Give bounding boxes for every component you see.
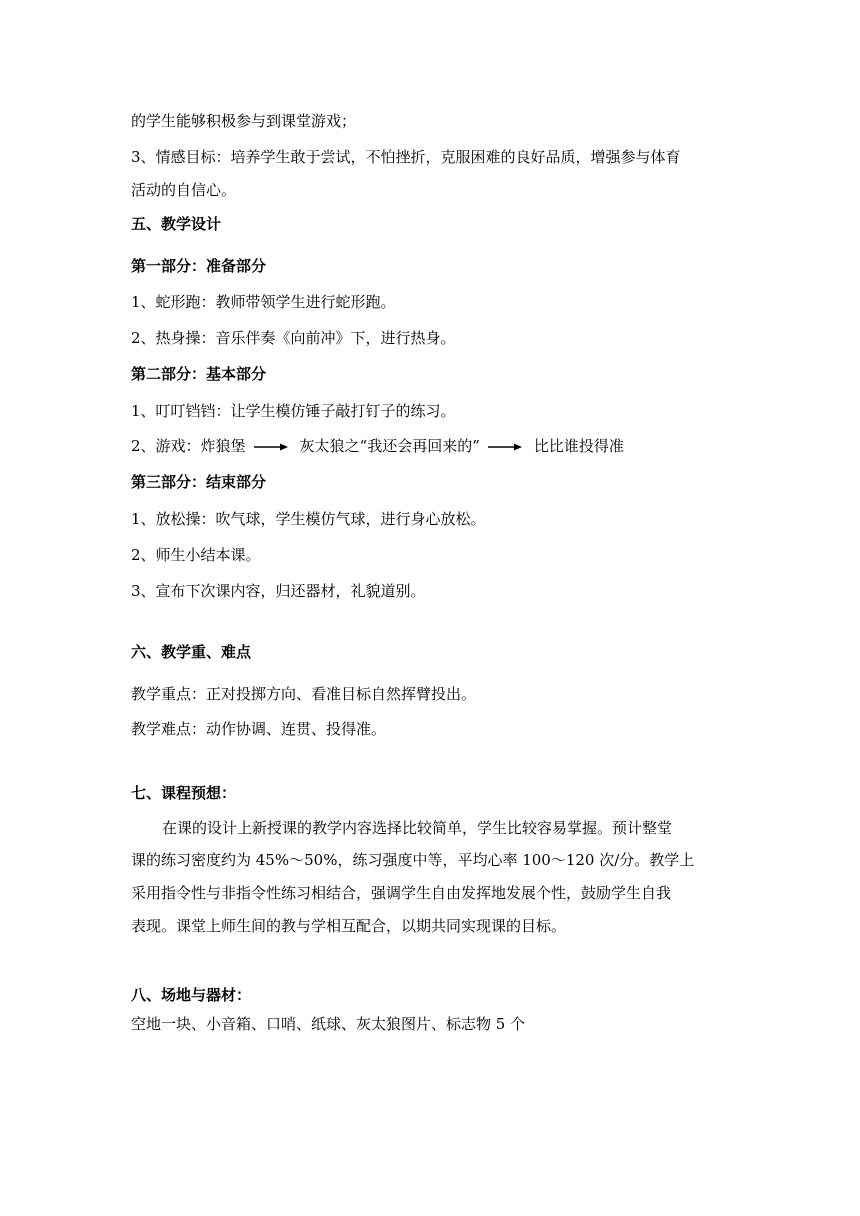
paragraph-line: 在课的设计上新授课的教学内容选择比较简单，学生比较容易掌握。预计整堂: [162, 819, 673, 837]
key-point: 教学重点：正对投掷方向、看准目标自然挥臂投出。: [131, 685, 477, 703]
list-item: 1、叮叮铛铛：让学生模仿锤子敲打钉子的练习。: [131, 402, 456, 420]
list-item: 1、放松操：吹气球，学生模仿气球，进行身心放松。: [131, 510, 486, 528]
text-line: 3、情感目标：培养学生敢于尝试，不怕挫折，克服困难的良好品质，增强参与体育: [131, 148, 681, 166]
game-step-1: 2、游戏：炸狼堡: [131, 437, 246, 455]
arrow-right-icon: [488, 443, 522, 451]
paragraph-line: 课的练习密度约为 45%～50%，练习强度中等，平均心率 100～120 次/分。教学上: [131, 851, 695, 869]
text-line: 活动的自信心。: [131, 181, 237, 199]
section-heading-8: 八、场地与器材：: [131, 986, 252, 1004]
paragraph-line: 采用指令性与非指令性练习相结合，强调学生自由发挥地发展个性，鼓励学生自我: [131, 884, 672, 902]
part-heading-2: 第二部分：基本部分: [131, 365, 267, 383]
section-heading-6: 六、教学重、难点: [131, 643, 252, 661]
text-line: 的学生能够积极参与到课堂游戏；: [131, 112, 357, 130]
paragraph-line: 表现。课堂上师生间的教与学相互配合，以期共同实现课的目标。: [131, 917, 567, 935]
list-item: 3、宣布下次课内容，归还器材，礼貌道别。: [131, 582, 426, 600]
list-item: 2、热身操：音乐伴奏《向前冲》下，进行热身。: [131, 329, 456, 347]
arrow-right-icon: [254, 443, 288, 451]
list-item: 2、师生小结本课。: [131, 546, 261, 564]
section-heading-5: 五、教学设计: [131, 215, 222, 233]
game-step-2: 灰太狼之“我还会再回来的”: [299, 437, 480, 455]
game-step-3: 比比谁投得准: [533, 437, 624, 455]
list-item: 1、蛇形跑：教师带领学生进行蛇形跑。: [131, 293, 396, 311]
game-flow-line: [131, 436, 624, 456]
part-heading-1: 第一部分：准备部分: [131, 257, 267, 275]
section-heading-7: 七、课程预想：: [131, 784, 237, 802]
part-heading-3: 第三部分：结束部分: [131, 473, 267, 491]
difficult-point: 教学难点：动作协调、连贯、投得准。: [131, 720, 387, 738]
equipment-list: 空地一块、小音箱、口哨、纸球、灰太狼图片、标志物 5 个: [131, 1015, 526, 1033]
